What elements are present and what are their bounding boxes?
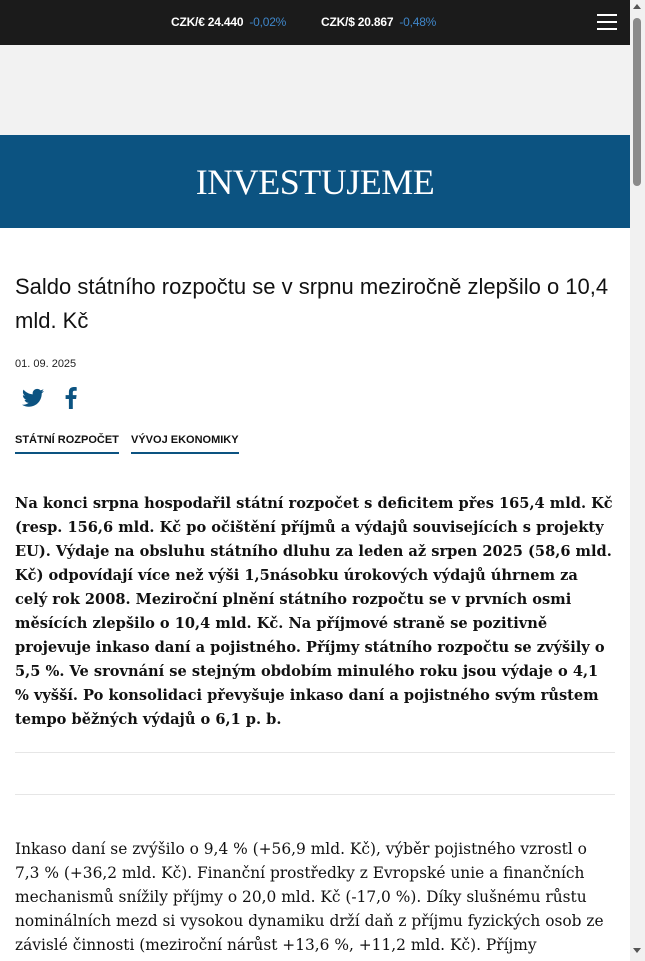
site-logo[interactable]: INVESTUJEME: [195, 161, 435, 202]
ticker-usd-change: -0,48%: [399, 15, 437, 29]
ticker-usd: [321, 15, 436, 29]
ticker-eur-pair: CZK/€ 24.440: [171, 15, 244, 29]
share-bar: [15, 386, 615, 414]
ticker-eur: [171, 15, 286, 29]
article: [0, 270, 630, 957]
article-lead: Na konci srpna hospodařil státní rozpočet s deficitem přes 165,4 mld. Kč (resp. 156,6 mld. Kč po očištění příjmů a výdajů souvisejících s projekty EU). Výdaje na obsluhu státního dluhu za leden až srpen 2025 (58,6 mld. Kč) odpovídají více než výši 1,5násobku úrokových výdajů úhrnem za celý rok 2008. Meziroční plnění státního rozpočtu se v prvních osmi měsících zlepšilo o 10,4 mld. Kč. Na příjmové straně se pozitivně projevuje inkaso daní a pojistného. Příjmy státního rozpočtu se zvýšily o 5,5 %. Ve srovnání se stejným obdobím minulého roku jsou výdaje o 4,1 % vyšší. Po konsolidaci převyšuje inkaso daní a pojistného svým růstem tempo běžných výdajů o 6,1 p. b.: [15, 495, 613, 728]
ticker-eur-change: -0,02%: [249, 15, 287, 29]
hamburger-menu-icon[interactable]: [597, 14, 617, 31]
currency-ticker-bar: [0, 0, 630, 45]
tag-statni-rozpocet[interactable]: STÁTNÍ ROZPOČET: [15, 434, 119, 454]
page-scrollbar[interactable]: [630, 0, 645, 961]
article-date: 01. 09. 2025: [15, 358, 77, 370]
article-body-paragraph: Inkaso daní se zvýšilo o 9,4 % (+56,9 mld. Kč), výběr pojistného vzrostl o 7,3 % (+36,2 mld. Kč). Finanční prostředky z Evropské unie a finančních mechanismů snížily příjmy o 20,0 mld. Kč (-17,0 %). Díky slušnému růstu nominálních mezd si vysokou dynamiku drží daň z příjmu fyzických osob ze závislé činnosti (meziroční nárůst +13,6 %, +11,2 mld. Kč). Příjmy: [15, 840, 604, 954]
divider: [15, 752, 615, 753]
divider: [15, 794, 615, 795]
facebook-icon[interactable]: [65, 387, 77, 409]
scroll-down-arrow-icon[interactable]: [633, 948, 641, 953]
scroll-up-arrow-icon[interactable]: [633, 4, 641, 9]
twitter-icon[interactable]: [22, 388, 44, 408]
article-tags: [15, 434, 615, 452]
tag-vyvoj-ekonomiky[interactable]: VÝVOJ EKONOMIKY: [131, 434, 239, 454]
ad-space: [0, 45, 630, 135]
ticker-usd-pair: CZK/$ 20.867: [321, 15, 394, 29]
scrollbar-thumb[interactable]: [633, 18, 641, 186]
article-title: Saldo státního rozpočtu se v srpnu meziročně zlepšilo o 10,4 mld. Kč: [15, 274, 609, 333]
brand-header: [0, 135, 630, 228]
